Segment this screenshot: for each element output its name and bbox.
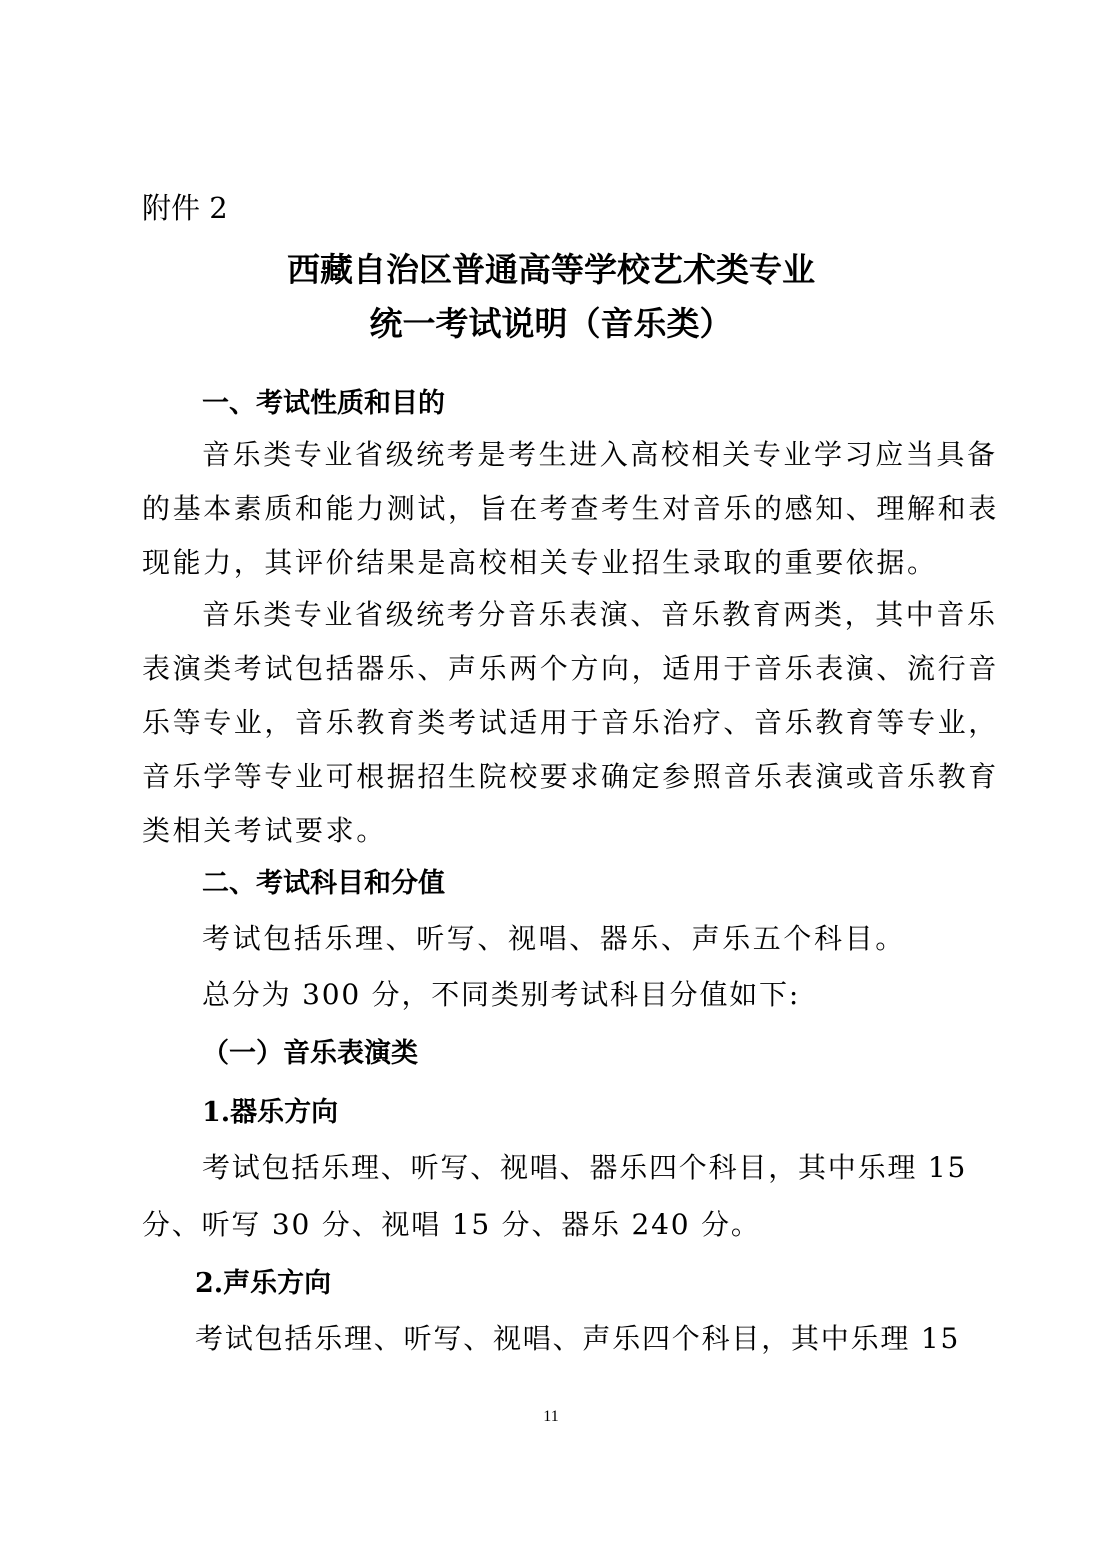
subsection-heading-performance: （一）音乐表演类 [202,1038,418,1069]
paragraph-line: 音乐类专业省级统考是考生进入高校相关专业学习应当具备 [202,438,998,471]
page-number: 11 [543,1408,559,1425]
paragraph-line: 考试包括乐理、听写、视唱、器乐四个科目，其中乐理 15 [202,1151,968,1184]
paragraph-line: 的基本素质和能力测试，旨在考查考生对音乐的感知、理解和表 [142,492,999,525]
paragraph-line: 音乐学等专业可根据招生院校要求确定参照音乐表演或音乐教育 [142,760,999,793]
paragraph-line: 表演类考试包括器乐、声乐两个方向，适用于音乐表演、流行音 [142,652,999,685]
document-title-line-2: 统一考试说明（音乐类） [369,304,733,343]
paragraph-line: 考试包括乐理、听写、视唱、器乐、声乐五个科目。 [202,922,906,955]
paragraph-line: 现能力，其评价结果是高校相关专业招生录取的重要依据。 [142,546,938,579]
paragraph-line: 考试包括乐理、听写、视唱、声乐四个科目，其中乐理 15 [195,1322,961,1355]
paragraph-line: 总分为 300 分，不同类别考试科目分值如下: [202,978,801,1011]
paragraph-line: 分、听写 30 分、视唱 15 分、器乐 240 分。 [142,1208,761,1241]
paragraph-line: 音乐类专业省级统考分音乐表演、音乐教育两类，其中音乐 [202,598,998,631]
item-heading-vocal: 2.声乐方向 [195,1268,332,1299]
item-heading-instrumental: 1.器乐方向 [202,1097,339,1128]
section-2-heading: 二、考试科目和分值 [202,868,445,899]
section-1-heading: 一、考试性质和目的 [202,388,445,419]
attachment-label: 附件 2 [142,191,228,225]
paragraph-line: 类相关考试要求。 [142,814,387,847]
document-title-line-1: 西藏自治区普通高等学校艺术类专业 [287,250,815,289]
paragraph-line: 乐等专业，音乐教育类考试适用于音乐治疗、音乐教育等专业， [142,706,999,739]
